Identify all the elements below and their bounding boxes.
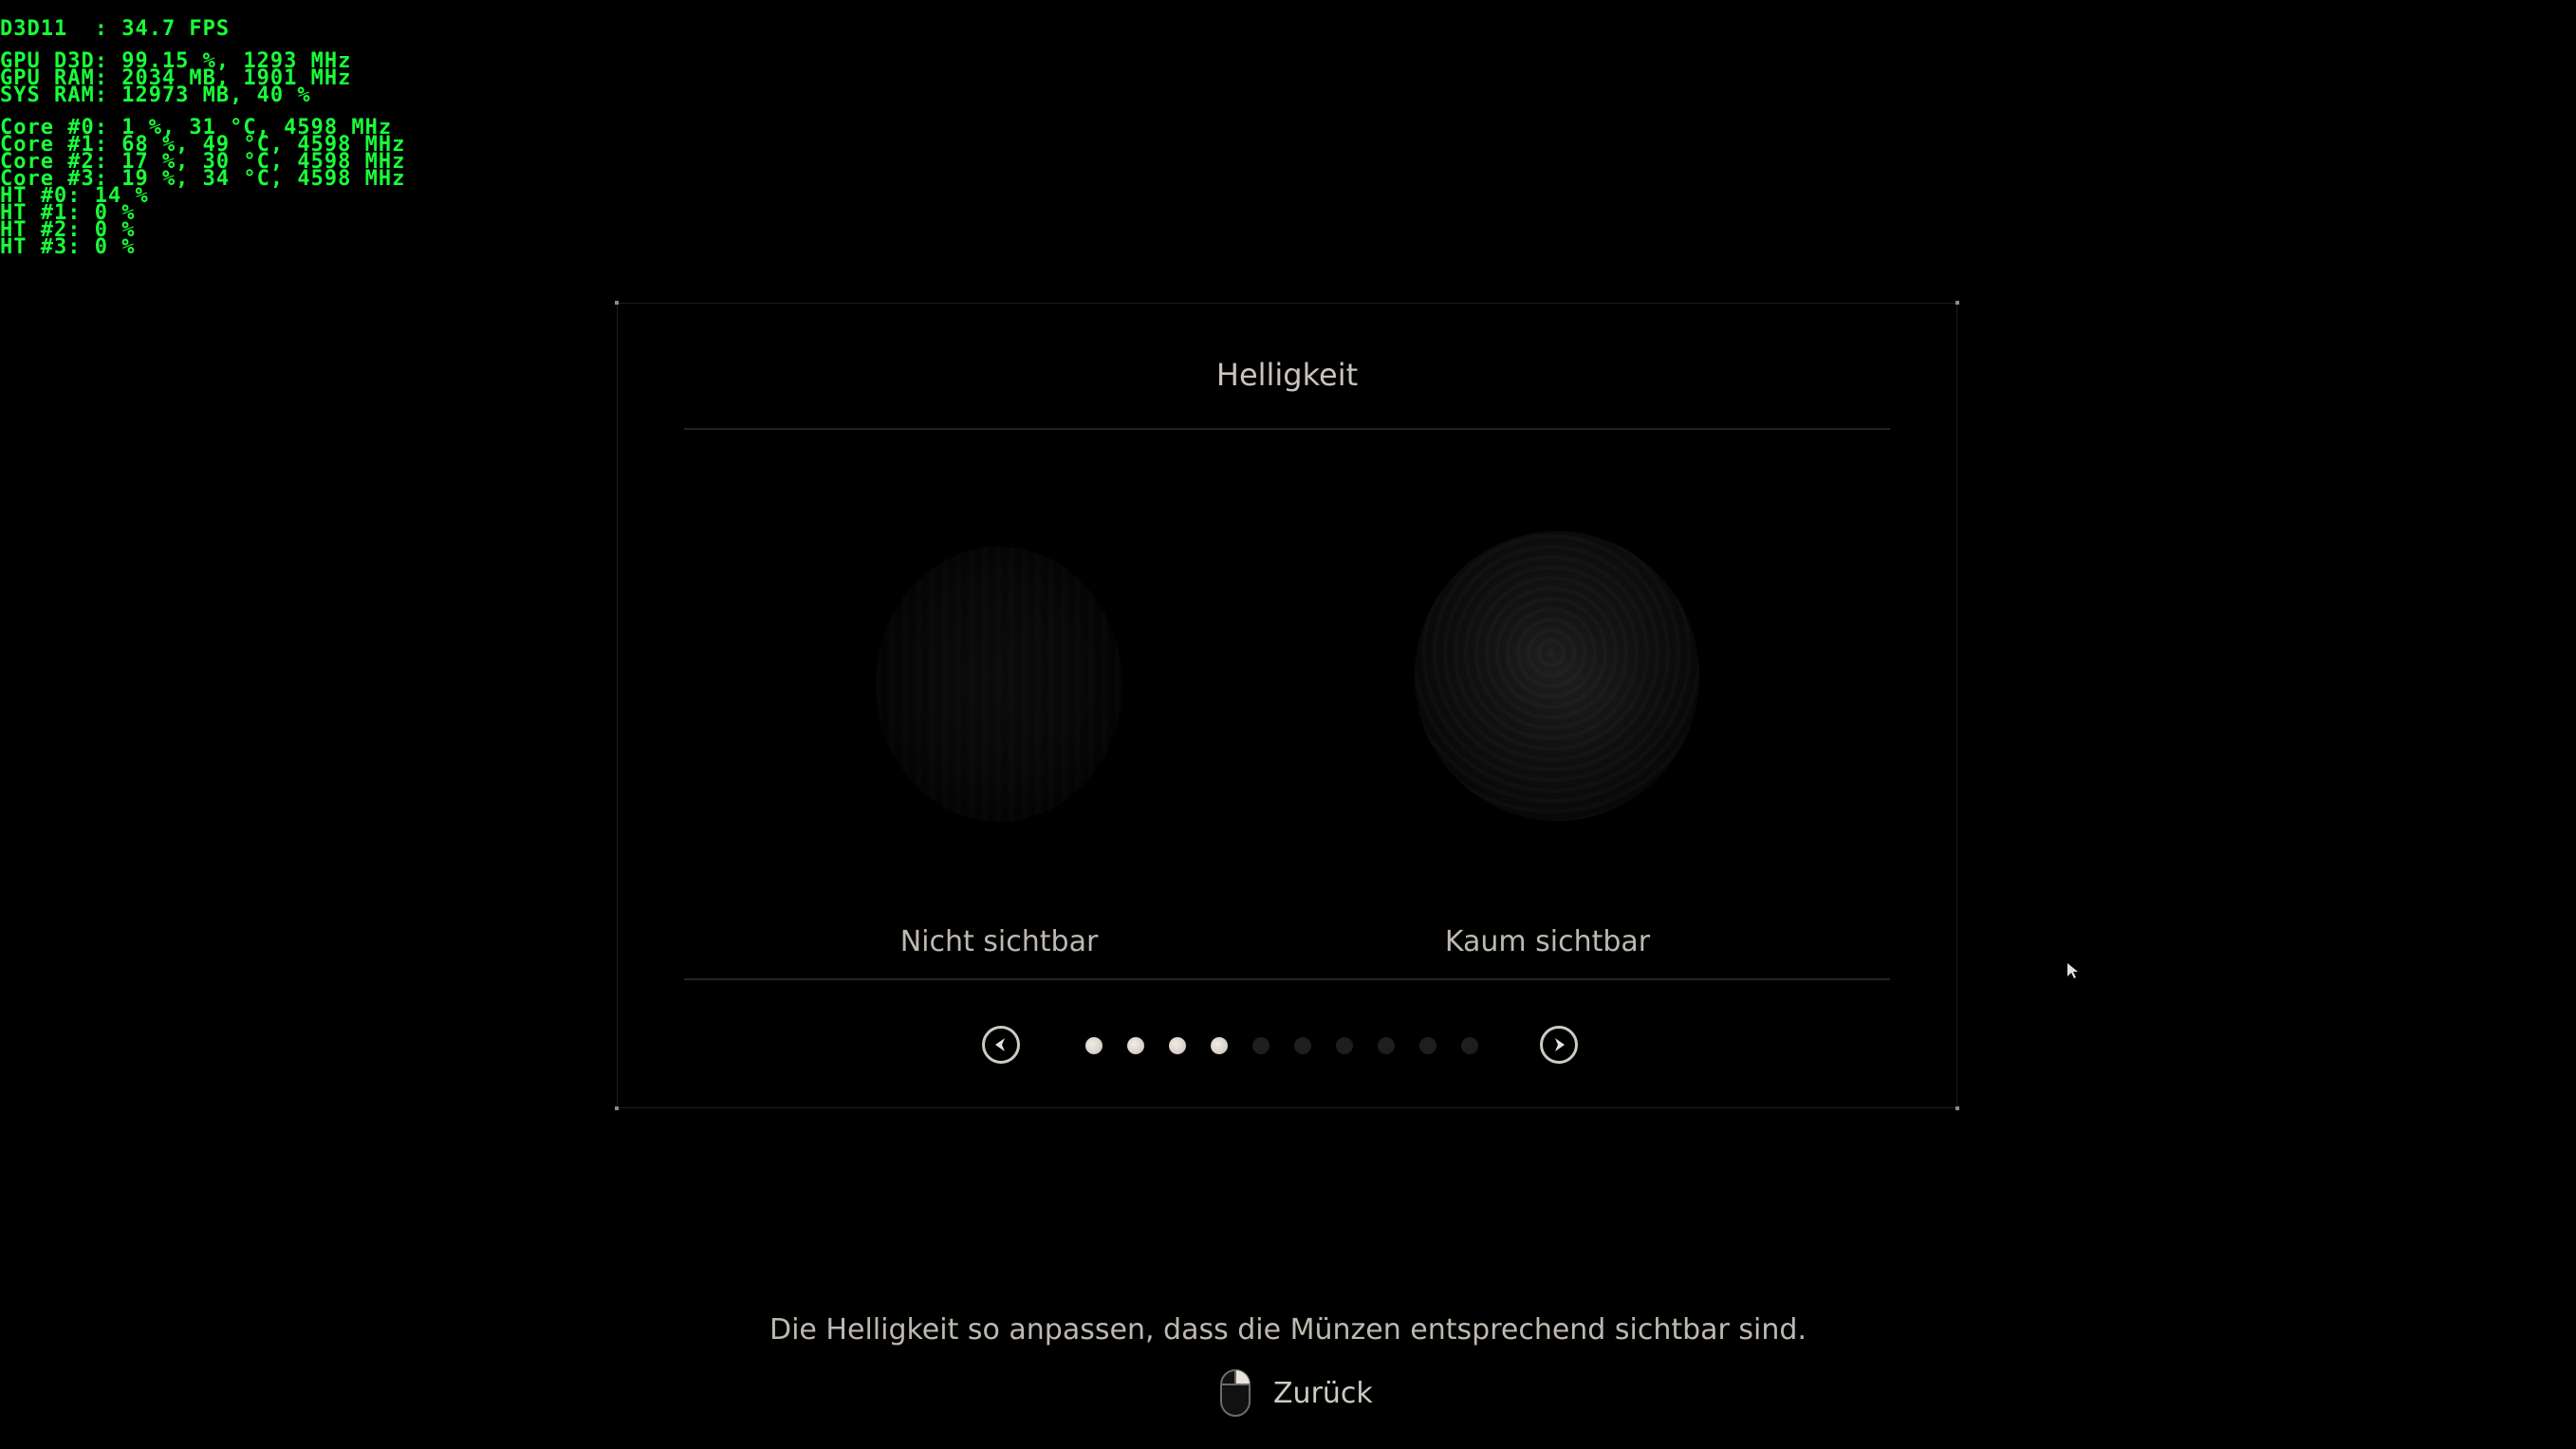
brightness-step-dot[interactable] [1169,1037,1186,1054]
overlay-line: Core #3: 19 %, 34 °C, 4598 MHz [0,167,406,191]
overlay-line: D3D11 : 34.7 FPS [0,17,231,41]
divider [684,978,1890,980]
back-button[interactable] [1218,1366,1373,1420]
mouse-right-click-icon [1218,1367,1252,1419]
frame-corner [1955,301,1959,305]
overlay-line: Core #2: 17 %, 30 °C, 4598 MHz [0,150,406,174]
brightness-step-dot[interactable] [1252,1037,1269,1054]
brightness-dialog [617,303,1957,1108]
overlay-line: HT #0: 14 % [0,184,149,208]
coin-relief [1467,588,1647,769]
brightness-step-dot[interactable] [1461,1037,1478,1054]
coin-label-barely-visible: Kaum sichtbar [1444,925,1651,958]
coin-not-visible-image [876,547,1122,822]
overlay-line: SYS RAM: 12973 MB, 40 % [0,84,311,107]
overlay-line: HT #2: 0 % [0,218,136,242]
coin-label-not-visible: Nicht sichtbar [899,925,1099,958]
back-label: Zurück [1273,1376,1373,1410]
overlay-line: Core #0: 1 %, 31 °C, 4598 MHz [0,116,393,139]
overlay-line: HT #3: 0 % [0,235,136,259]
brightness-step-dot[interactable] [1294,1037,1311,1054]
brightness-step-indicator [1085,1037,1478,1054]
brightness-step-dot[interactable] [1336,1037,1353,1054]
brightness-step-dot[interactable] [1211,1037,1228,1054]
brightness-increase-button[interactable] [1540,1026,1578,1064]
brightness-decrease-button[interactable] [982,1026,1020,1064]
overlay-line: GPU RAM: 2034 MB, 1901 MHz [0,66,352,90]
chevron-left-icon [991,1035,1010,1054]
performance-overlay [0,17,406,259]
brightness-step-dot[interactable] [1419,1037,1436,1054]
brightness-step-dot[interactable] [1378,1037,1395,1054]
chevron-right-icon [1549,1035,1568,1054]
mouse-cursor-icon [2066,962,2080,979]
frame-corner [615,1106,619,1110]
divider [684,428,1890,430]
brightness-step-dot[interactable] [1127,1037,1144,1054]
frame-corner [615,301,619,305]
dialog-title: Helligkeit [1215,357,1359,393]
frame-corner [1955,1106,1959,1110]
overlay-line: GPU D3D: 99.15 %, 1293 MHz [0,49,352,73]
overlay-line: HT #1: 0 % [0,201,136,225]
brightness-hint-text: Die Helligkeit so anpassen, dass die Münzen entsprechend sichtbar sind. [769,1313,1807,1347]
brightness-step-dot[interactable] [1085,1037,1103,1054]
overlay-line: Core #1: 68 %, 49 °C, 4598 MHz [0,133,406,157]
